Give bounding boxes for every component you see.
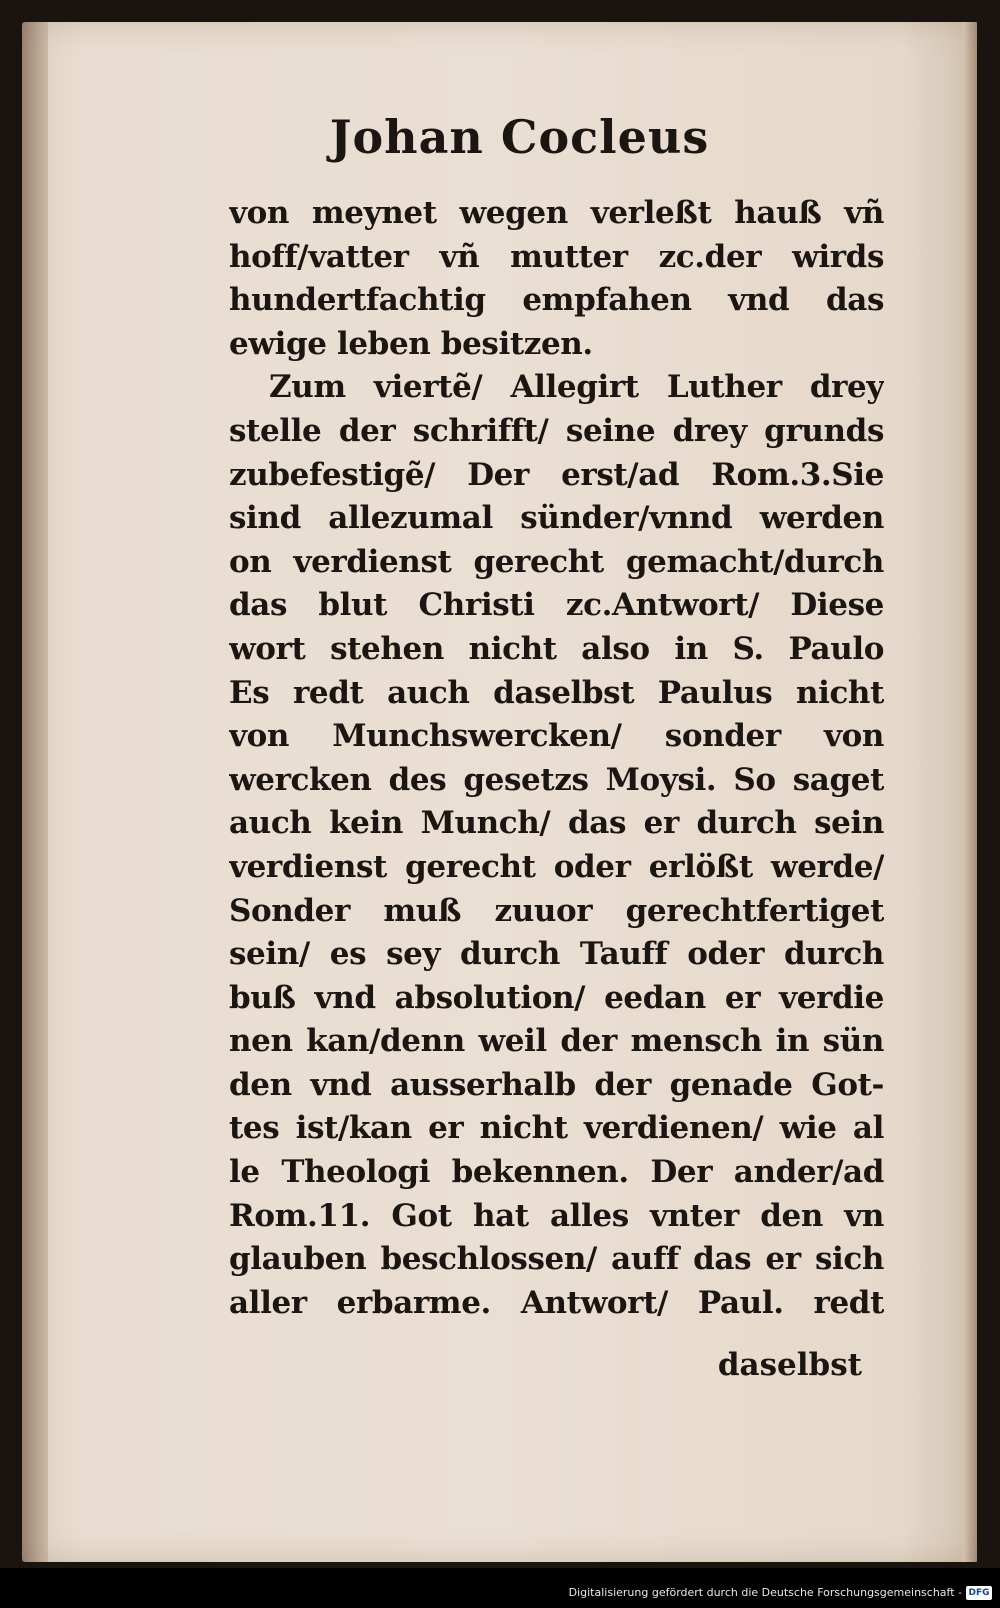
text-line: hoff/vatter vñ mutter zc.der wirds (229, 238, 884, 275)
text-line: glauben beschlossen/ auff das er sich (229, 1241, 884, 1278)
text-line: wercken des gesetzs Moysi. So saget (229, 761, 884, 798)
text-line: von meynet wegen verleßt hauß vñ (229, 195, 884, 231)
text-line: sind allezumal sünder/vnnd werden (229, 500, 884, 537)
text-line: das blut Christi zc.Antwort/ Diese (229, 587, 884, 624)
text-line: tes ist/kan er nicht verdienen/ wie al (229, 1110, 884, 1147)
text-line: nen kan/denn weil der mensch in sün (229, 1023, 884, 1060)
text-line: wort stehen nicht also in S. Paulo (229, 630, 884, 667)
text-line: Es redt auch daselbst Paulus nicht (229, 674, 884, 711)
text-line: le Theologi bekennen. Der ander/ad (229, 1154, 884, 1191)
text-line: aller erbarme. Antwort/ Paul. redt (229, 1284, 884, 1321)
text-line: auch kein Munch/ das er durch sein (229, 805, 884, 842)
text-line: den vnd ausserhalb der genade Got- (229, 1066, 884, 1103)
text-line: on verdienst gerecht gemacht/durch (229, 543, 884, 580)
running-header: Johan Cocleus (329, 110, 710, 164)
funding-credit: Digitalisierung gefördert durch die Deutsche Forschungsgemeinschaft - (568, 1586, 962, 1599)
text-line: Sonder muß zuuor gerechtfertiget (229, 892, 884, 929)
text-line: hundertfachtig empfahen vnd das (229, 282, 884, 319)
page-edge-shadow (963, 22, 977, 1562)
text-line: von Munchswercken/ sonder von (229, 718, 884, 755)
footer-bar (0, 1568, 1000, 1608)
text-line: stelle der schrifft/ seine drey grunds (229, 412, 884, 449)
text-line: sein/ es sey durch Tauff oder durch (229, 936, 884, 973)
text-line: ewige leben besitzen. (229, 325, 593, 362)
dfg-logo-icon: DFG (966, 1586, 992, 1600)
text-line: buß vnd absolution/ eedan er verdie (229, 979, 884, 1016)
text-line: Rom.11. Got hat alles vnter den vn (229, 1197, 884, 1234)
body-text (229, 192, 884, 1325)
text-line: zubefestigẽ/ Der erst/ad Rom.3.Sie (229, 456, 884, 493)
catchword: daselbst (717, 1347, 862, 1383)
page-gutter-shadow (22, 22, 48, 1562)
text-line: verdienst gerecht oder erlößt werde/ (229, 848, 884, 885)
book-page (22, 22, 977, 1562)
text-line: Zum viertẽ/ Allegirt Luther drey (269, 369, 884, 406)
